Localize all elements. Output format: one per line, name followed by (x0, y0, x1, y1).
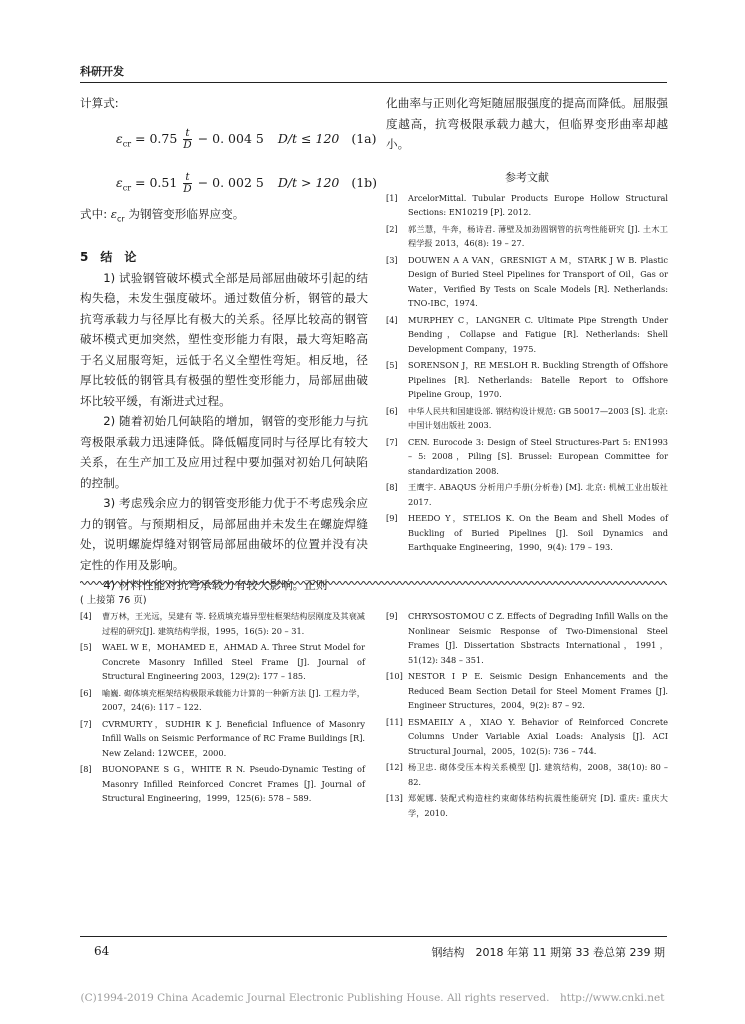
conclusion-3: 3) 考虑残余应力的钢管变形能力优于不考虑残余应力的钢管。与预期相反，局部屈曲并未发生在螺旋焊缝处，说明螺旋焊缝对钢管局部屈曲破坏的位置并没有决定性的作用及影响。 (80, 496, 368, 572)
reference-item: [7] CEN. Eurocode 3: Design of Steel Structures-Part 5: EN1993 – 5: 2008，Piling [S]. Brussel: European Committee for standardization 2008. (386, 436, 668, 476)
reference-item: [3] DOUWEN A A VAN，GRESNIGT A M，STARK J W B. Plastic Design of Buried Steel Pipelines for Transport of Oil，Gas or Water，Verified By Tests on Scale Models [R]. Netherlands: TNO-IBC，1974. (386, 254, 668, 308)
reference-item: [7] CVRMURTY，SUDHIR K J. Beneficial Influence of Masonry Infill Walls on Seismic Performance of RC Frame Buildings [R]. New Zeland: 12WCEE，2000. (80, 718, 365, 758)
equation-tag: (1a) (351, 130, 377, 146)
reference-item: [8] 王鹰宇. ABAQUS 分析用户手册(分析卷) [M]. 北京: 机械工业出版社 2017. (386, 482, 668, 507)
reference-item: [8] BUONOPANE S G，WHITE R N. Pseudo-Dynamic Testing of Masonry Infilled Reinforced Concret Frames [J]. Journal of Structural Engineering，1999，125(6): 578 – 589. (80, 764, 365, 803)
reference-item: [5] WAEL W E，MOHAMED E，AHMAD A. Three Strut Model for Concrete Masonry Infilled Steel Frame [J]. Journal of Structural Engineering 2003，129(2): 177 – 185. (80, 642, 365, 681)
reference-item: [6] 中华人民共和国建设部. 钢结构设计规范: GB 50017—2003 [S]. 北京: 中国计划出版社 2003. (386, 405, 668, 430)
section-title: 5 结 论 (80, 250, 137, 265)
reference-item: [13] 郑妮娜. 装配式构造柱约束砌体结构抗震性能研究 [D]. 重庆: 重庆大学，2010. (386, 793, 668, 818)
left-column (80, 93, 378, 596)
copyright-watermark: (C)1994-2019 China Academic Journal Electronic Publishing House. All rights reserved. http://www.cnki.net (80, 992, 665, 1004)
continuation-left (80, 609, 365, 808)
conclusion-4-continued: 化曲率与正则化弯矩随屈服强度的提高而降低。屈服强度越高，抗弯极限承载力越大，但临界变形曲率却越小。 (386, 96, 668, 151)
reference-list (386, 191, 668, 555)
reference-item: [9] HEEDO Y，STELIOS K. On the Beam and Shell Modes of Buckling of Buried Pipelines [J]. Soil Dynamics and Earthquake Engineering，1990，9(4): 179 – 193. (386, 513, 668, 552)
reference-item: [5] SORENSON J，RE MESLOH R. Buckling Strength of Offshore Pipelines [R]. Netherlands: Batelle Report to Offshore Pipeline Group，1970. (386, 360, 668, 399)
wavy-separator (80, 579, 667, 587)
running-header: 科研开发 (80, 65, 124, 78)
page-number: 64 (94, 944, 110, 958)
conclusion-1: 1) 试验钢管破坏模式全部是局部屈曲破坏引起的结构失稳，未发生强度破坏。通过数值分析，钢管的最大抗弯承载力与径厚比有极大的关系。径厚比较高的钢管破坏模式更加突然，塑性变形能力有限，最大弯矩略高于名义屈服弯矩，远低于名义全塑性弯矩。相反地，径厚比较低的钢管具有极强的塑性变形能力，局部屈曲破坏比较平缓，有渐进式过程。 (80, 270, 368, 408)
right-column (386, 93, 668, 557)
reference-item: [11] ESMAEILY A，XIAO Y. Behavior of Reinforced Concrete Columns Under Variable Axial Loads: Analysis [J]. ACI Structural Journal，2005，102(5): 736 – 744. (386, 716, 668, 756)
conclusion-2: 2) 随着初始几何缺陷的增加，钢管的变形能力与抗弯极限承载力迅速降低。降低幅度同时与径厚比有较大关系，在生产加工及应用过程中要加强对初始几何缺陷的控制。 (80, 414, 368, 490)
fraction-t-over-d: $\frac{t}{D}$ (183, 170, 192, 195)
reference-item: [4] 曹万林，王光远，吴建有 等. 轻质填充墙异型柱框架结构层刚度及其衰减过程的研究[J]. 建筑结构学报，1995，16(5): 20 – 31. (80, 611, 365, 636)
continuation-right (386, 609, 668, 822)
where-clause: 式中: $\varepsilon_{cr}$ 为钢管变形临界应变。 (80, 206, 245, 223)
reference-item: [12] 杨卫忠. 砌体受压本构关系模型 [J]. 建筑结构，2008，38(10): 80 – 82. (386, 762, 668, 787)
reference-item: [2] 郭兰慧，牛奔，杨诗君. 薄壁及加劲圆钢管的抗弯性能研究 [J]. 土木工程学报 2013，46(8): 19 – 27. (386, 223, 668, 248)
reference-item: [10] NESTOR I P E. Seismic Design Enhancements and the Reduced Beam Section Detail for Steel Moment Frames [J]. Engineer Structures，2004，9(2): 87 – 92. (386, 671, 668, 710)
reference-item: [9] CHRYSOSTOMOU C Z. Effects of Degrading Infill Walls on the Nonlinear Seismic Response of Two-Dimensional Steel Frames [J]. Dissertation Sbstracts International，1991，51(12): 348 – 351. (386, 611, 668, 665)
fraction-t-over-d: $\frac{t}{D}$ (183, 126, 192, 151)
footer-rule (80, 936, 667, 937)
journal-info: 钢结构 2018 年第 11 期第 33 卷总第 239 期 (431, 946, 665, 959)
equation-tag: (1b) (351, 174, 378, 190)
references-title: 参考文献 (505, 170, 549, 184)
formula-1a: $\varepsilon_{cr} = 0.75$ $\frac{t}{D}$ − 0. 004 5 D/t ≤ 120 (1a) (116, 126, 377, 151)
calc-label: 计算式: (80, 96, 119, 110)
reference-item: [6] 喻巍. 砌体填充框架结构极限承载能力计算的一种新方法 [J]. 工程力学，2007，24(6): 117 – 122. (80, 687, 365, 712)
formula-1b: $\varepsilon_{cr} = 0.51$ $\frac{t}{D}$ − 0. 002 5 D/t > 120 (1b) (116, 170, 378, 195)
reference-item: [4] MURPHEY C，LANGNER C. Ultimate Pipe Strength Under Bending，Collapse and Fatigue [R]. Netherlands: Shell Development Company，1975. (386, 314, 668, 354)
reference-item: [1] ArcelorMittal. Tubular Products Europe Hollow Structural Sections: EN10219 [P]. 2012. (386, 192, 668, 217)
conclusion-4: 4) 材料性能对抗弯承载力有较大影响。正则 (103, 578, 328, 593)
header-rule (80, 82, 667, 83)
continuation-title: ( 上接第 76 页) (80, 595, 147, 606)
